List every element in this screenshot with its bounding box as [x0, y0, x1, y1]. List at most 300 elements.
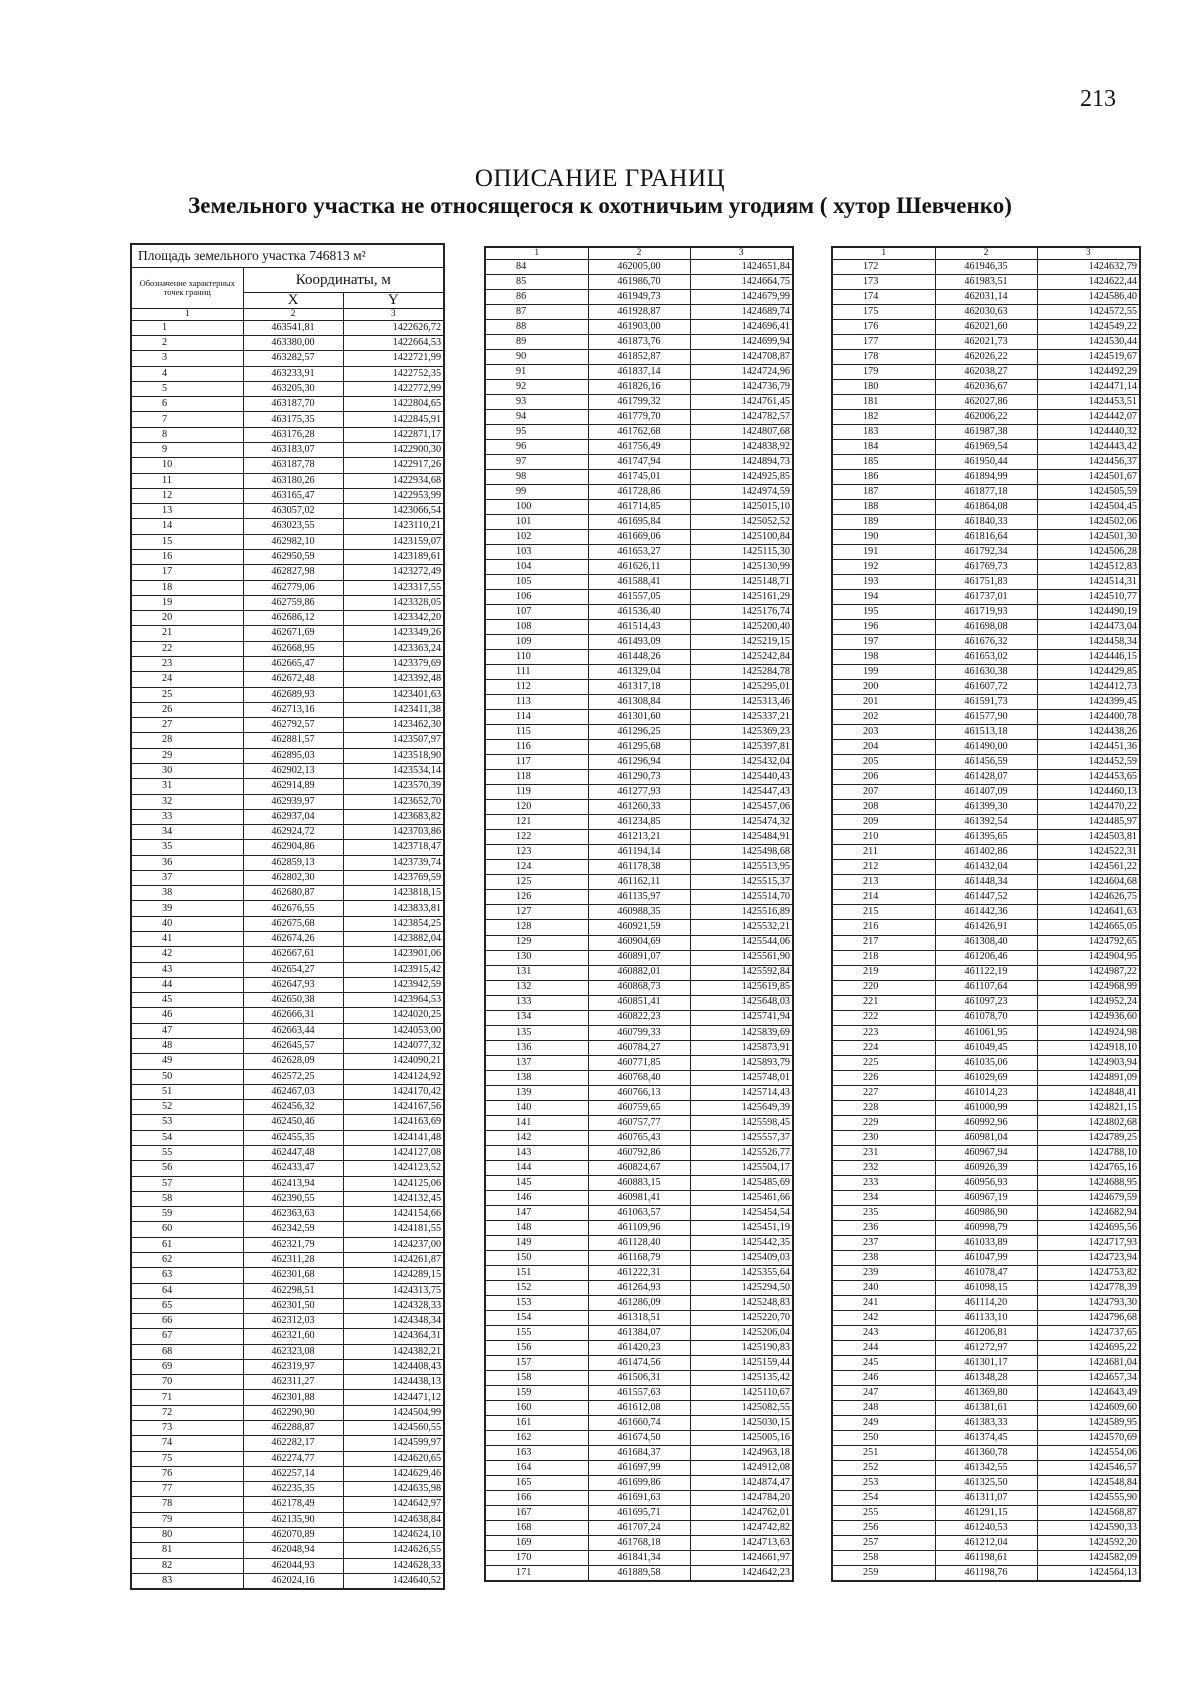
x-coordinate: 461029,69 [935, 1070, 1037, 1085]
y-coordinate: 1425515,37 [690, 875, 793, 890]
coordinates-table-3 [831, 246, 1141, 1582]
x-coordinate: 461607,72 [935, 680, 1037, 695]
point-number: 43 [131, 962, 243, 977]
x-coordinate: 461213,21 [588, 830, 690, 845]
table-row [832, 1370, 1140, 1385]
point-number: 244 [832, 1340, 935, 1355]
table-row [832, 1115, 1140, 1130]
table-row [485, 1431, 793, 1446]
y-coordinate: 1423272,49 [343, 565, 444, 580]
x-coordinate: 462342,59 [243, 1222, 343, 1237]
y-coordinate: 1424713,63 [690, 1536, 793, 1551]
point-number: 245 [832, 1355, 935, 1370]
x-coordinate: 461033,89 [935, 1235, 1037, 1250]
x-coordinate: 462290,90 [243, 1405, 343, 1420]
y-coordinate: 1424124,92 [343, 1069, 444, 1084]
y-coordinate: 1424699,94 [690, 334, 793, 349]
point-number: 182 [832, 409, 935, 424]
point-number: 89 [485, 334, 588, 349]
y-coordinate: 1424792,65 [1037, 935, 1140, 950]
x-coordinate: 461751,83 [935, 575, 1037, 590]
point-number: 87 [485, 304, 588, 319]
x-coordinate: 461983,51 [935, 274, 1037, 289]
y-coordinate: 1424723,94 [1037, 1250, 1140, 1265]
point-number: 19 [131, 595, 243, 610]
x-coordinate: 460768,40 [588, 1070, 690, 1085]
point-number: 156 [485, 1340, 588, 1355]
point-number: 235 [832, 1205, 935, 1220]
table-row [832, 1551, 1140, 1566]
table-row [832, 650, 1140, 665]
y-coordinate: 1424638,84 [343, 1512, 444, 1527]
point-number: 173 [832, 274, 935, 289]
y-coordinate: 1425294,50 [690, 1280, 793, 1295]
x-coordinate: 461286,09 [588, 1295, 690, 1310]
table-row [131, 977, 444, 992]
y-coordinate: 1425485,69 [690, 1175, 793, 1190]
x-coordinate: 461756,49 [588, 439, 690, 454]
x-coordinate: 461769,73 [935, 560, 1037, 575]
point-number: 186 [832, 470, 935, 485]
table-row [832, 379, 1140, 394]
y-coordinate: 1424974,59 [690, 485, 793, 500]
point-number: 85 [485, 274, 588, 289]
y-coordinate: 1422804,65 [343, 397, 444, 412]
table-row [485, 560, 793, 575]
y-coordinate: 1424560,55 [343, 1421, 444, 1436]
x-coordinate: 462319,97 [243, 1359, 343, 1374]
table-row [832, 289, 1140, 304]
table-row [131, 412, 444, 427]
point-number: 65 [131, 1298, 243, 1313]
y-coordinate: 1424456,37 [1037, 455, 1140, 470]
x-coordinate: 462027,86 [935, 394, 1037, 409]
table-row [832, 965, 1140, 980]
table-row [131, 381, 444, 396]
table-row [832, 259, 1140, 274]
table-row [131, 794, 444, 809]
x-coordinate: 461745,01 [588, 470, 690, 485]
table-row [131, 1466, 444, 1481]
x-coordinate: 461653,02 [935, 650, 1037, 665]
table-row [832, 394, 1140, 409]
table-row [131, 1268, 444, 1283]
point-number: 40 [131, 916, 243, 931]
x-coordinate: 461311,07 [935, 1491, 1037, 1506]
x-coordinate: 462282,17 [243, 1436, 343, 1451]
point-number: 78 [131, 1497, 243, 1512]
x-coordinate: 462663,44 [243, 1023, 343, 1038]
y-coordinate: 1424364,31 [343, 1329, 444, 1344]
y-coordinate: 1424987,22 [1037, 965, 1140, 980]
y-coordinate: 1423652,70 [343, 794, 444, 809]
table-row [832, 1235, 1140, 1250]
y-coordinate: 1424503,81 [1037, 830, 1140, 845]
table-row [832, 1160, 1140, 1175]
point-number: 27 [131, 718, 243, 733]
x-coordinate: 462881,57 [243, 733, 343, 748]
y-coordinate: 1424912,08 [690, 1461, 793, 1476]
points-label: Обозначение характерных точек границ [131, 268, 243, 309]
y-coordinate: 1425397,81 [690, 740, 793, 755]
table-row [485, 1025, 793, 1040]
point-number: 127 [485, 905, 588, 920]
x-coordinate: 461840,33 [935, 515, 1037, 530]
point-number: 15 [131, 534, 243, 549]
y-coordinate: 1424382,21 [343, 1344, 444, 1359]
table-row [131, 886, 444, 901]
y-coordinate: 1424641,63 [1037, 905, 1140, 920]
point-number: 25 [131, 687, 243, 702]
x-coordinate: 461318,51 [588, 1310, 690, 1325]
table-row [131, 565, 444, 580]
point-number: 66 [131, 1314, 243, 1329]
table-row [131, 1191, 444, 1206]
x-coordinate: 460822,23 [588, 1010, 690, 1025]
x-coordinate: 461114,20 [935, 1295, 1037, 1310]
point-number: 227 [832, 1085, 935, 1100]
x-coordinate: 461296,25 [588, 725, 690, 740]
x-coordinate: 461513,18 [935, 725, 1037, 740]
y-coordinate: 1424679,59 [1037, 1190, 1140, 1205]
x-coordinate: 461816,64 [935, 530, 1037, 545]
table-row [832, 1355, 1140, 1370]
point-number: 248 [832, 1400, 935, 1415]
y-coordinate: 1424470,22 [1037, 800, 1140, 815]
table-row [832, 875, 1140, 890]
table-row [832, 1506, 1140, 1521]
table-row [485, 1040, 793, 1055]
table-row [131, 1558, 444, 1573]
point-number: 113 [485, 695, 588, 710]
x-coordinate: 461986,70 [588, 274, 690, 289]
y-coordinate: 1424632,79 [1037, 259, 1140, 274]
point-number: 188 [832, 500, 935, 515]
point-number: 48 [131, 1039, 243, 1054]
point-number: 197 [832, 635, 935, 650]
y-coordinate: 1424408,43 [343, 1359, 444, 1374]
y-coordinate: 1425748,01 [690, 1070, 793, 1085]
y-coordinate: 1424564,13 [1037, 1566, 1140, 1582]
point-number: 10 [131, 458, 243, 473]
table-row [832, 1385, 1140, 1400]
y-coordinate: 1425030,15 [690, 1416, 793, 1431]
x-coordinate: 462311,28 [243, 1252, 343, 1267]
table-row [131, 733, 444, 748]
point-number: 105 [485, 575, 588, 590]
y-coordinate: 1424451,36 [1037, 740, 1140, 755]
table-row [131, 1084, 444, 1099]
y-coordinate: 1424020,25 [343, 1008, 444, 1023]
point-number: 221 [832, 995, 935, 1010]
x-coordinate: 462895,03 [243, 748, 343, 763]
x-coordinate: 461348,28 [935, 1370, 1037, 1385]
point-number: 190 [832, 530, 935, 545]
y-coordinate: 1424736,79 [690, 379, 793, 394]
y-coordinate: 1423854,25 [343, 916, 444, 931]
x-coordinate: 462676,55 [243, 901, 343, 916]
x-coordinate: 461873,76 [588, 334, 690, 349]
x-coordinate: 461447,52 [935, 890, 1037, 905]
column-number: 1 [485, 247, 588, 259]
point-number: 218 [832, 950, 935, 965]
x-coordinate: 462713,16 [243, 702, 343, 717]
x-coordinate: 461122,19 [935, 965, 1037, 980]
y-coordinate: 1425451,19 [690, 1220, 793, 1235]
point-number: 79 [131, 1512, 243, 1527]
x-coordinate: 462859,13 [243, 855, 343, 870]
x-coordinate: 461063,57 [588, 1205, 690, 1220]
y-coordinate: 1425015,10 [690, 500, 793, 515]
table-row [485, 1070, 793, 1085]
point-number: 147 [485, 1205, 588, 1220]
x-coordinate: 461612,08 [588, 1400, 690, 1415]
column-number: 3 [343, 309, 444, 321]
y-coordinate: 1424519,67 [1037, 349, 1140, 364]
x-coordinate: 460765,43 [588, 1130, 690, 1145]
x-coordinate: 462779,06 [243, 580, 343, 595]
x-coordinate: 460757,77 [588, 1115, 690, 1130]
x-coordinate: 462647,93 [243, 977, 343, 992]
table-row [485, 785, 793, 800]
x-coordinate: 461383,33 [935, 1416, 1037, 1431]
y-coordinate: 1425457,06 [690, 800, 793, 815]
table-row [832, 1145, 1140, 1160]
table-row [485, 1115, 793, 1130]
x-coordinate: 461894,99 [935, 470, 1037, 485]
point-number: 67 [131, 1329, 243, 1344]
y-coordinate: 1423317,55 [343, 580, 444, 595]
point-number: 211 [832, 845, 935, 860]
table-row [832, 995, 1140, 1010]
x-coordinate: 461762,68 [588, 424, 690, 439]
point-number: 119 [485, 785, 588, 800]
table-row [485, 1370, 793, 1385]
y-coordinate: 1424514,31 [1037, 575, 1140, 590]
point-number: 199 [832, 665, 935, 680]
table-row [832, 1295, 1140, 1310]
y-coordinate: 1424681,04 [1037, 1355, 1140, 1370]
point-number: 201 [832, 695, 935, 710]
x-coordinate: 463183,07 [243, 443, 343, 458]
y-coordinate: 1425474,32 [690, 815, 793, 830]
x-coordinate: 461329,04 [588, 665, 690, 680]
y-coordinate: 1424789,25 [1037, 1130, 1140, 1145]
point-number: 256 [832, 1521, 935, 1536]
y-coordinate: 1425513,95 [690, 860, 793, 875]
table-row [832, 950, 1140, 965]
point-number: 92 [485, 379, 588, 394]
x-coordinate: 462390,55 [243, 1191, 343, 1206]
x-coordinate: 461877,18 [935, 485, 1037, 500]
table-row [485, 1566, 793, 1582]
table-row [485, 545, 793, 560]
x-coordinate: 461448,34 [935, 875, 1037, 890]
point-number: 130 [485, 950, 588, 965]
y-coordinate: 1422917,26 [343, 458, 444, 473]
y-coordinate: 1425148,71 [690, 575, 793, 590]
point-number: 224 [832, 1040, 935, 1055]
table-row [131, 1283, 444, 1298]
point-number: 56 [131, 1161, 243, 1176]
table-row [485, 1521, 793, 1536]
table-row [485, 1536, 793, 1551]
table-row [485, 485, 793, 500]
x-coordinate: 460868,73 [588, 980, 690, 995]
y-coordinate: 1424181,55 [343, 1222, 444, 1237]
table-row [485, 349, 793, 364]
y-coordinate: 1424490,19 [1037, 605, 1140, 620]
point-number: 136 [485, 1040, 588, 1055]
y-coordinate: 1424554,06 [1037, 1446, 1140, 1461]
y-coordinate: 1424784,20 [690, 1491, 793, 1506]
y-coordinate: 1423159,07 [343, 534, 444, 549]
y-coordinate: 1425206,04 [690, 1325, 793, 1340]
x-coordinate: 461317,18 [588, 680, 690, 695]
x-coordinate: 461493,09 [588, 635, 690, 650]
y-coordinate: 1424793,30 [1037, 1295, 1140, 1310]
point-number: 12 [131, 488, 243, 503]
point-number: 39 [131, 901, 243, 916]
y-coordinate: 1424522,31 [1037, 845, 1140, 860]
y-coordinate: 1423818,15 [343, 886, 444, 901]
x-coordinate: 461841,34 [588, 1551, 690, 1566]
x-coordinate: 460799,33 [588, 1025, 690, 1040]
y-coordinate: 1424501,30 [1037, 530, 1140, 545]
table-row [131, 809, 444, 824]
point-number: 82 [131, 1558, 243, 1573]
y-coordinate: 1424643,49 [1037, 1385, 1140, 1400]
x-coordinate: 461402,86 [935, 845, 1037, 860]
y-coordinate: 1425176,74 [690, 605, 793, 620]
x-coordinate: 462937,04 [243, 809, 343, 824]
table-row [832, 1400, 1140, 1415]
y-coordinate: 1422752,35 [343, 366, 444, 381]
y-coordinate: 1423901,06 [343, 947, 444, 962]
table-row [485, 1055, 793, 1070]
point-number: 81 [131, 1543, 243, 1558]
table-row [131, 1436, 444, 1451]
point-number: 32 [131, 794, 243, 809]
point-number: 38 [131, 886, 243, 901]
x-label: X [243, 293, 343, 309]
point-number: 172 [832, 259, 935, 274]
table-row [832, 1340, 1140, 1355]
x-coordinate: 461747,94 [588, 455, 690, 470]
y-coordinate: 1424458,34 [1037, 635, 1140, 650]
x-coordinate: 463176,28 [243, 427, 343, 442]
x-coordinate: 462680,87 [243, 886, 343, 901]
point-number: 189 [832, 515, 935, 530]
point-number: 144 [485, 1160, 588, 1175]
y-coordinate: 1423718,47 [343, 840, 444, 855]
point-number: 102 [485, 530, 588, 545]
y-coordinate: 1425248,83 [690, 1295, 793, 1310]
x-coordinate: 461272,97 [935, 1340, 1037, 1355]
table-row [832, 1055, 1140, 1070]
table-row [131, 1054, 444, 1069]
table-row [832, 635, 1140, 650]
x-coordinate: 462257,14 [243, 1466, 343, 1481]
point-number: 103 [485, 545, 588, 560]
point-number: 34 [131, 825, 243, 840]
table-row [131, 1528, 444, 1543]
x-coordinate: 461588,41 [588, 575, 690, 590]
x-coordinate: 462036,67 [935, 379, 1037, 394]
table-row [485, 635, 793, 650]
point-number: 168 [485, 1521, 588, 1536]
y-coordinate: 1425220,70 [690, 1310, 793, 1325]
point-number: 220 [832, 980, 935, 995]
table-row [131, 504, 444, 519]
y-coordinate: 1423066,54 [343, 504, 444, 519]
table-row [485, 665, 793, 680]
y-coordinate: 1424090,21 [343, 1054, 444, 1069]
x-coordinate: 462456,32 [243, 1100, 343, 1115]
table-row [832, 800, 1140, 815]
coordinates-table-2 [484, 246, 794, 1582]
point-number: 254 [832, 1491, 935, 1506]
x-coordinate: 462924,72 [243, 825, 343, 840]
table-row [131, 672, 444, 687]
x-coordinate: 460998,79 [935, 1220, 1037, 1235]
point-number: 45 [131, 993, 243, 1008]
area-label: Площадь земельного участка 746813 м² [131, 244, 444, 268]
point-number: 68 [131, 1344, 243, 1359]
table-row [832, 980, 1140, 995]
table-row [485, 1175, 793, 1190]
point-number: 170 [485, 1551, 588, 1566]
x-coordinate: 461014,23 [935, 1085, 1037, 1100]
table-row [131, 473, 444, 488]
point-number: 257 [832, 1536, 935, 1551]
y-coordinate: 1424742,82 [690, 1521, 793, 1536]
x-coordinate: 460883,15 [588, 1175, 690, 1190]
point-number: 229 [832, 1115, 935, 1130]
table-row [485, 379, 793, 394]
point-number: 91 [485, 364, 588, 379]
point-number: 251 [832, 1446, 935, 1461]
x-coordinate: 462235,35 [243, 1482, 343, 1497]
x-coordinate: 462455,35 [243, 1130, 343, 1145]
table-row [485, 740, 793, 755]
y-coordinate: 1424471,14 [1037, 379, 1140, 394]
x-coordinate: 463282,57 [243, 351, 343, 366]
x-coordinate: 461826,16 [588, 379, 690, 394]
x-coordinate: 461128,40 [588, 1235, 690, 1250]
table-row [131, 748, 444, 763]
y-coordinate: 1424604,68 [1037, 875, 1140, 890]
table-row [832, 1040, 1140, 1055]
y-coordinate: 1422772,99 [343, 381, 444, 396]
point-number: 121 [485, 815, 588, 830]
table-row [131, 1176, 444, 1191]
y-coordinate: 1424590,33 [1037, 1521, 1140, 1536]
y-coordinate: 1424626,75 [1037, 890, 1140, 905]
y-coordinate: 1425461,66 [690, 1190, 793, 1205]
point-number: 83 [131, 1573, 243, 1589]
point-number: 153 [485, 1295, 588, 1310]
table-row [832, 1085, 1140, 1100]
table-row [485, 710, 793, 725]
x-coordinate: 460986,90 [935, 1205, 1037, 1220]
point-number: 77 [131, 1482, 243, 1497]
point-number: 71 [131, 1390, 243, 1405]
y-coordinate: 1424894,73 [690, 455, 793, 470]
point-number: 243 [832, 1325, 935, 1340]
x-coordinate: 461325,50 [935, 1476, 1037, 1491]
table-row [832, 485, 1140, 500]
